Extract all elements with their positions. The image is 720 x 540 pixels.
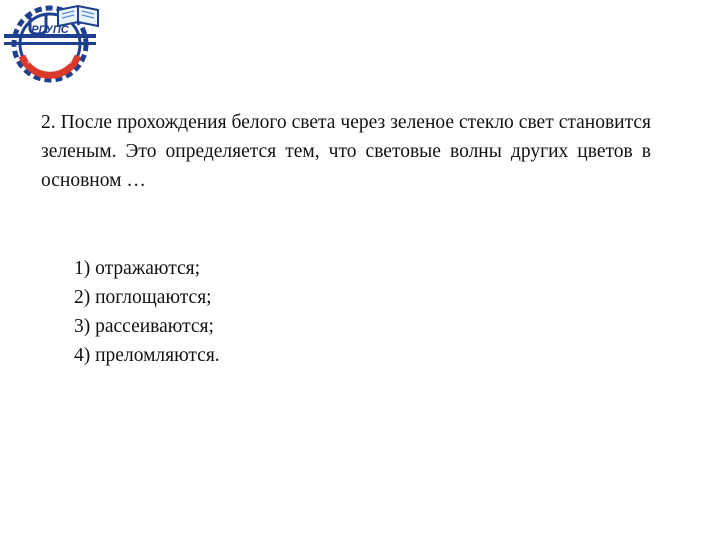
logo-label: РГУПС xyxy=(31,24,69,36)
answer-option-1: 1) отражаются; xyxy=(74,258,201,279)
logo-subtext: РОСТОВ-НА-ДОНУ xyxy=(27,60,73,66)
answer-option-2: 2) поглощаются; xyxy=(74,287,212,308)
answer-options xyxy=(74,254,474,370)
rgups-emblem-icon xyxy=(0,0,104,86)
university-logo xyxy=(0,0,104,86)
answer-option-4: 4) преломляются. xyxy=(74,345,220,366)
question-text: 2. После прохождения белого света через зеленое стекло свет становится зеленым. Это определяется тем, что световые волны других цветов в основном … xyxy=(41,112,651,191)
answer-option-3: 3) рассеиваются; xyxy=(74,316,214,337)
